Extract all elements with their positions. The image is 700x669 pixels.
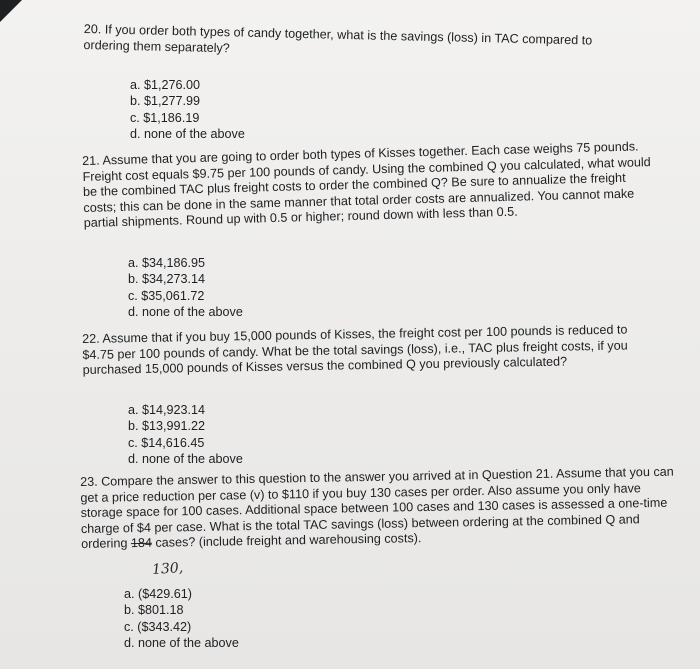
option-c: c. $14,616.45 [128, 435, 205, 450]
question-22 [82, 322, 658, 379]
option-d: d. none of the above [128, 452, 243, 467]
question-23-stem-part2: cases? (include freight and warehousing costs). [151, 531, 422, 551]
question-23-stem-part1: 23. Compare the answer to this question to the answer you arrived at in Question 21. Assume that you can get a price reduction per case (v) to $110 if you buy 130 cases per order. Also assume you only have storage space for 100 cases. Additional space between 100 cases and 130 cases is assessed a one-time charge of $4 per case. What is the total TAC savings (loss) between ordering at the combined Q and ordering [80, 464, 674, 552]
option-a: a. $34,186.95 [128, 256, 206, 270]
question-23 [80, 465, 676, 553]
question-20-stem: 20. If you order both types of candy together, what is the savings (loss) in TAC compared to ordering them separately? [83, 22, 593, 55]
question-20 [83, 22, 624, 65]
question-22-stem: 22. Assume that if you buy 15,000 pounds of Kisses, the freight cost per 100 pounds is reduced to $4.75 per 100 pounds of candy. What be the total savings (loss), i.e., TAC plus freight costs, if you purchased 15,000 pounds of Kisses versus the combined Q you previously calculated? [82, 322, 628, 378]
question-21-options [128, 255, 243, 321]
question-23-options [124, 586, 239, 652]
handwritten-correction: 130, [151, 559, 184, 579]
option-b: b. $34,273.14 [128, 272, 206, 287]
option-c: c. $1,186.19 [130, 110, 200, 125]
option-b: b. $801.18 [124, 603, 184, 618]
struck-out-number: 184 [130, 536, 153, 551]
option-a: a. ($429.61) [124, 587, 192, 601]
option-d: d. none of the above [124, 636, 239, 651]
option-b: b. $1,277.99 [130, 94, 201, 109]
question-22-options [128, 402, 243, 468]
question-21 [82, 139, 654, 232]
option-a: a. $14,923.14 [128, 403, 206, 417]
option-a: a. $1,276.00 [130, 78, 201, 92]
option-c: c. $35,061.72 [128, 288, 205, 303]
question-21-stem: 21. Assume that you are going to order both types of Kisses together. Each case weighs 75 pounds. Freight cost equals $9.75 per 100 pounds of candy. Using the combined Q you calculated, what would be the combined TAC plus freight costs to order the combined Q? Be sure to annualize the freight costs; this can be done in the same manner that total order costs are annualized. You cannot make partial shipments. Round up with 0.5 or higher; round down with less than 0.5. [82, 139, 651, 231]
question-20-options [130, 77, 245, 143]
option-b: b. $13,991.22 [128, 419, 206, 434]
option-d: d. none of the above [130, 127, 245, 142]
option-c: c. ($343.42) [124, 619, 192, 634]
page-corner-shadow [0, 0, 22, 22]
option-d: d. none of the above [128, 305, 243, 320]
question-23-stem [80, 465, 676, 553]
